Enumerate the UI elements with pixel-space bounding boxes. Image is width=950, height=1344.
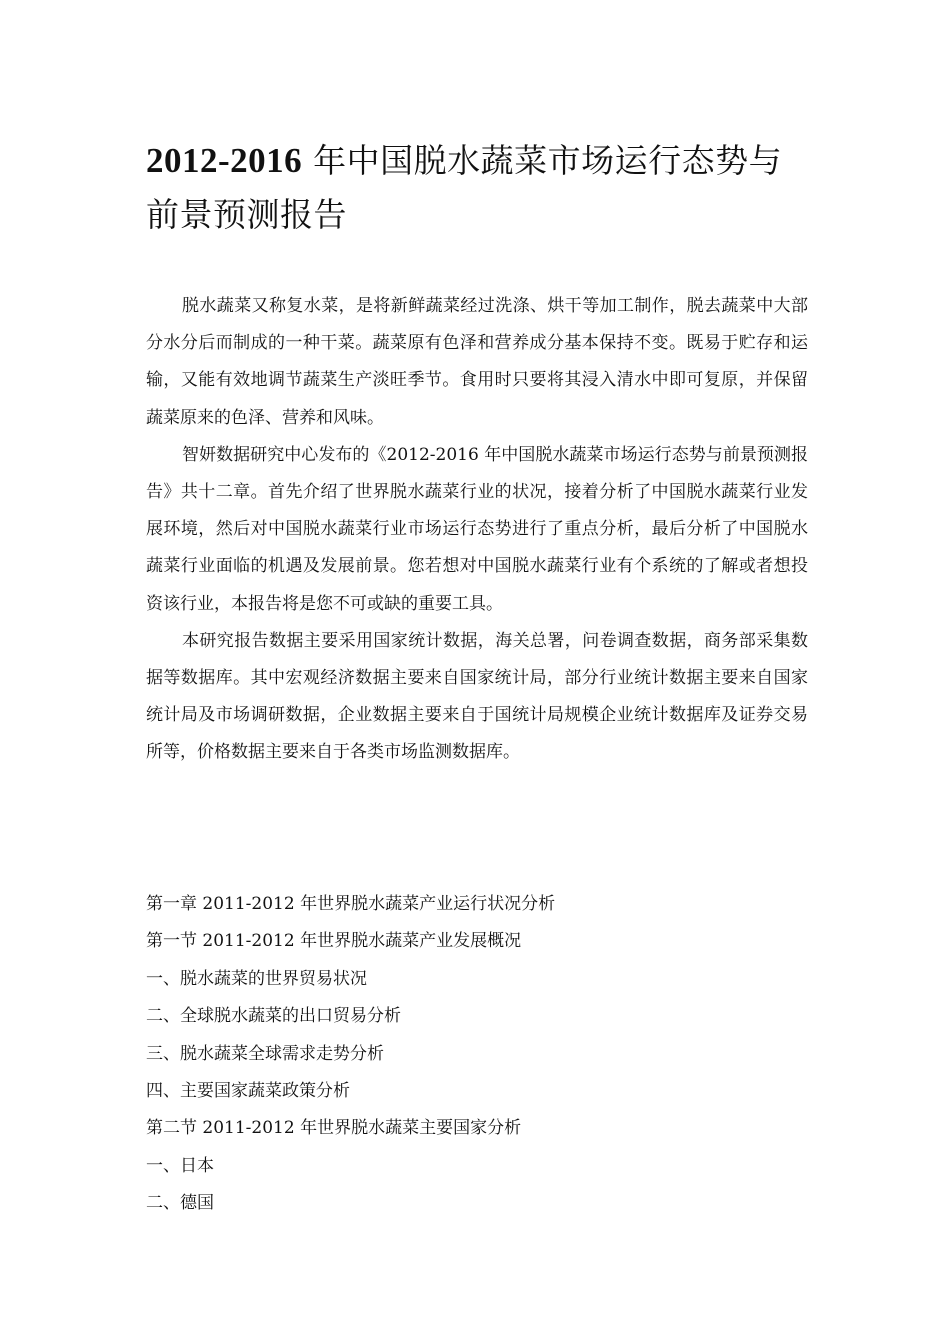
- toc-item: 三、脱水蔬菜全球需求走势分析: [146, 1043, 384, 1064]
- toc-item: 一、脱水蔬菜的世界贸易状况: [146, 968, 367, 989]
- toc-item: 四、主要国家蔬菜政策分析: [146, 1080, 350, 1101]
- toc-item: 二、德国: [146, 1193, 214, 1214]
- title-text-line2: 前景预测报告: [146, 195, 347, 234]
- paragraph-definition: 脱水蔬菜又称复水菜，是将新鲜蔬菜经过洗涤、烘干等加工制作，脱去蔬菜中大部分水分后而制成的一种干菜。蔬菜原有色泽和营养成分基本保持不变。既易于贮存和运输，又能有效地调节蔬菜生产淡旺季节。食用时只要将其浸入清水中即可复原，并保留蔬菜原来的色泽、营养和风味。: [146, 296, 808, 428]
- toc-item: 一、日本: [146, 1155, 214, 1176]
- intro-body: [146, 288, 808, 772]
- toc-section-1-2: 第二节 2011-2012 年世界脱水蔬菜主要国家分析: [146, 1118, 522, 1139]
- toc-section-1-1: 第一节 2011-2012 年世界脱水蔬菜产业发展概况: [146, 931, 522, 952]
- title-text-line1: 年中国脱水蔬菜市场运行态势与: [302, 141, 783, 180]
- toc-item: 二、全球脱水蔬菜的出口贸易分析: [146, 1006, 401, 1027]
- toc-chapter-1: 第一章 2011-2012 年世界脱水蔬菜产业运行状况分析: [146, 894, 556, 914]
- paragraph-data-sources: 本研究报告数据主要采用国家统计数据，海关总署，问卷调查数据，商务部采集数据等数据库。其中宏观经济数据主要来自国家统计局，部分行业统计数据主要来自国家统计局及市场调研数据，企业数据主要来自于国统计局规模企业统计数据库及证券交易所等，价格数据主要来自于各类市场监测数据库。: [146, 630, 808, 763]
- paragraph-report-overview: 智妍数据研究中心发布的《2012-2016 年中国脱水蔬菜市场运行态势与前景预测报告》共十二章。首先介绍了世界脱水蔬菜行业的状况，接着分析了中国脱水蔬菜行业发展环境，然后对中国脱水蔬菜行业市场运行态势进行了重点分析，最后分析了中国脱水蔬菜行业面临的机遇及发展前景。您若想对中国脱水蔬菜行业有个系统的了解或者想投资该行业，本报告将是您不可或缺的重要工具。: [146, 444, 808, 614]
- report-title: [146, 134, 818, 242]
- table-of-contents: [146, 886, 808, 1223]
- title-year: 2012-2016: [146, 141, 303, 180]
